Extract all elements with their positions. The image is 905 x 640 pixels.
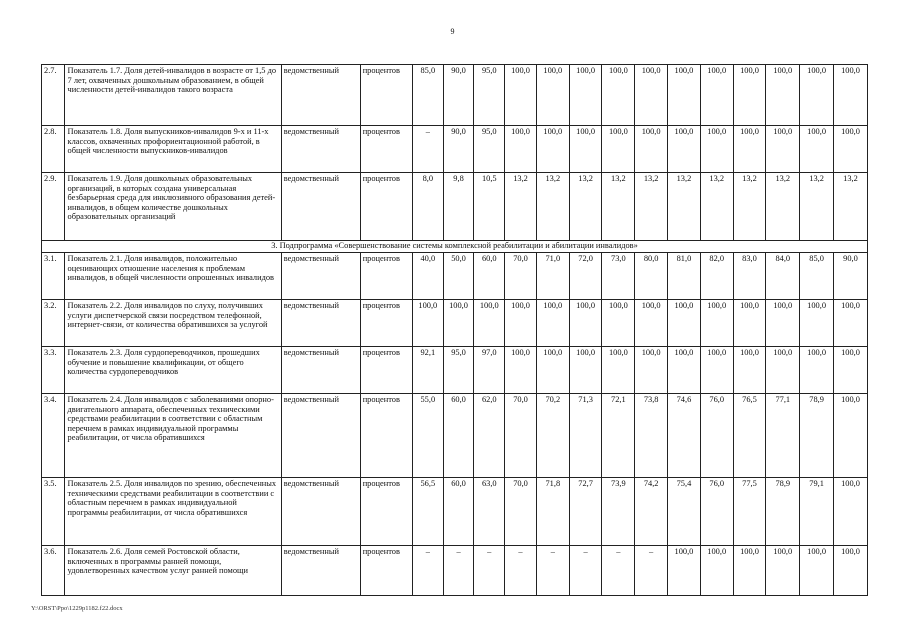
indicator-unit: процентов — [360, 126, 412, 173]
row-number: 2.8. — [42, 126, 65, 173]
value-cell: 73,0 — [602, 253, 635, 300]
value-cell: 60,0 — [443, 394, 474, 478]
indicator-unit: процентов — [360, 546, 412, 596]
value-cell: 13,2 — [602, 173, 635, 241]
section-row — [42, 241, 868, 253]
value-cell: 71,3 — [569, 394, 602, 478]
value-cell: 72,0 — [569, 253, 602, 300]
value-cell: – — [443, 546, 474, 596]
value-cell: 10,5 — [474, 173, 505, 241]
value-cell: 100,0 — [800, 300, 834, 347]
value-cell: 95,0 — [474, 65, 505, 126]
table-row — [42, 478, 868, 546]
table-row — [42, 546, 868, 596]
row-number: 2.9. — [42, 173, 65, 241]
indicators-table — [41, 64, 868, 596]
indicator-name: Показатель 2.4. Доля инвалидов с заболеваниями опорно-двигательного аппарата, обеспеченных техническими средствами реабилитации в соответствии с областным перечнем в рамках индивидуальной программы реабилитации, от числа обратившихся — [64, 394, 281, 478]
value-cell: 78,9 — [800, 394, 834, 478]
value-cell: 70,0 — [505, 478, 537, 546]
value-cell: 81,0 — [668, 253, 701, 300]
value-cell: 8,0 — [412, 173, 443, 241]
value-cell: – — [412, 546, 443, 596]
value-cell: 100,0 — [505, 347, 537, 394]
value-cell: 100,0 — [536, 65, 569, 126]
indicator-type: ведомственный — [281, 253, 360, 300]
indicator-name: Показатель 2.3. Доля сурдопереводчиков, прошедших обучение и повышение квалификации, от общего количества сурдопереводчиков — [64, 347, 281, 394]
value-cell: 100,0 — [800, 347, 834, 394]
value-cell: 100,0 — [412, 300, 443, 347]
row-number: 3.6. — [42, 546, 65, 596]
indicator-unit: процентов — [360, 478, 412, 546]
value-cell: 56,5 — [412, 478, 443, 546]
indicator-name: Показатель 1.9. Доля дошкольных образовательных организаций, в которых создана универсальная безбарьерная среда для инклюзивного образования детей-инвалидов, в общем количестве дошкольных образовательных организаций — [64, 173, 281, 241]
value-cell: 74,2 — [635, 478, 668, 546]
value-cell: 76,0 — [700, 394, 733, 478]
value-cell: 100,0 — [602, 65, 635, 126]
value-cell: 100,0 — [668, 126, 701, 173]
value-cell: 100,0 — [834, 546, 868, 596]
value-cell: 100,0 — [536, 126, 569, 173]
value-cell: 100,0 — [834, 394, 868, 478]
value-cell: 100,0 — [569, 347, 602, 394]
footer-file-path: Y:\ORST\Ppo\1229p1182.f22.docx — [31, 605, 123, 612]
table-row — [42, 347, 868, 394]
value-cell: 70,0 — [505, 394, 537, 478]
value-cell: 100,0 — [635, 347, 668, 394]
value-cell: 100,0 — [700, 126, 733, 173]
value-cell: 100,0 — [766, 126, 800, 173]
table-row — [42, 253, 868, 300]
value-cell: 76,5 — [733, 394, 766, 478]
table-row — [42, 173, 868, 241]
value-cell: 70,0 — [505, 253, 537, 300]
value-cell: 100,0 — [635, 126, 668, 173]
value-cell: – — [412, 126, 443, 173]
table-row — [42, 300, 868, 347]
indicator-unit: процентов — [360, 394, 412, 478]
value-cell: 82,0 — [700, 253, 733, 300]
value-cell: 100,0 — [668, 300, 701, 347]
value-cell: 100,0 — [700, 65, 733, 126]
indicator-type: ведомственный — [281, 300, 360, 347]
value-cell: – — [635, 546, 668, 596]
indicator-type: ведомственный — [281, 65, 360, 126]
value-cell: – — [569, 546, 602, 596]
value-cell: 84,0 — [766, 253, 800, 300]
value-cell: 100,0 — [536, 300, 569, 347]
value-cell: – — [536, 546, 569, 596]
indicator-name: Показатель 2.2. Доля инвалидов по слуху, получивших услуги диспетчерской связи посредством телефонной, интернет-связи, от количества обратившихся за услугой — [64, 300, 281, 347]
indicator-type: ведомственный — [281, 546, 360, 596]
value-cell: 50,0 — [443, 253, 474, 300]
value-cell: 100,0 — [569, 65, 602, 126]
value-cell: 95,0 — [474, 126, 505, 173]
value-cell: 100,0 — [505, 65, 537, 126]
value-cell: 13,2 — [505, 173, 537, 241]
indicator-type: ведомственный — [281, 126, 360, 173]
row-number: 2.7. — [42, 65, 65, 126]
value-cell: – — [602, 546, 635, 596]
indicator-name: Показатель 1.7. Доля детей-инвалидов в возрасте от 1,5 до 7 лет, охваченных дошкольным образованием, в общей численности детей-инвалидов такого возраста — [64, 65, 281, 126]
value-cell: 100,0 — [505, 126, 537, 173]
value-cell: 100,0 — [766, 65, 800, 126]
value-cell: 100,0 — [602, 126, 635, 173]
indicator-unit: процентов — [360, 253, 412, 300]
section-title: 3. Подпрограмма «Совершенствование системы комплексной реабилитации и абилитации инвалидов» — [42, 241, 868, 253]
indicator-unit: процентов — [360, 65, 412, 126]
value-cell: 13,2 — [700, 173, 733, 241]
indicator-type: ведомственный — [281, 478, 360, 546]
value-cell: 60,0 — [443, 478, 474, 546]
value-cell: 100,0 — [602, 300, 635, 347]
value-cell: 100,0 — [668, 347, 701, 394]
row-number: 3.3. — [42, 347, 65, 394]
value-cell: 100,0 — [668, 546, 701, 596]
value-cell: 100,0 — [569, 126, 602, 173]
value-cell: 92,1 — [412, 347, 443, 394]
table-row — [42, 126, 868, 173]
value-cell: 100,0 — [766, 546, 800, 596]
value-cell: 77,5 — [733, 478, 766, 546]
value-cell: 77,1 — [766, 394, 800, 478]
value-cell: 73,9 — [602, 478, 635, 546]
indicator-name: Показатель 2.5. Доля инвалидов по зрению, обеспеченных техническими средствами реабилитации в соответствии с областным перечнем в рамках индивидуальной программы реабилитации, от числа обратившихся — [64, 478, 281, 546]
value-cell: 73,8 — [635, 394, 668, 478]
value-cell: 95,0 — [443, 347, 474, 394]
value-cell: 80,0 — [635, 253, 668, 300]
indicator-name: Показатель 1.8. Доля выпускников-инвалидов 9-х и 11-х классов, охваченных профориентационной работой, в общей численности выпускников-инвалидов — [64, 126, 281, 173]
value-cell: 97,0 — [474, 347, 505, 394]
value-cell: 100,0 — [733, 347, 766, 394]
value-cell: 100,0 — [700, 546, 733, 596]
value-cell: 13,2 — [536, 173, 569, 241]
row-number: 3.5. — [42, 478, 65, 546]
row-number: 3.2. — [42, 300, 65, 347]
value-cell: 100,0 — [536, 347, 569, 394]
table-row — [42, 65, 868, 126]
value-cell: 100,0 — [569, 300, 602, 347]
page-number: 9 — [450, 27, 455, 36]
value-cell: 100,0 — [733, 65, 766, 126]
value-cell: 13,2 — [834, 173, 868, 241]
indicator-unit: процентов — [360, 300, 412, 347]
value-cell: 78,9 — [766, 478, 800, 546]
value-cell: 100,0 — [834, 478, 868, 546]
value-cell: 85,0 — [800, 253, 834, 300]
value-cell: 62,0 — [474, 394, 505, 478]
value-cell: 60,0 — [474, 253, 505, 300]
value-cell: 100,0 — [834, 126, 868, 173]
value-cell: 74,6 — [668, 394, 701, 478]
value-cell: 100,0 — [800, 65, 834, 126]
value-cell: 100,0 — [834, 300, 868, 347]
value-cell: 79,1 — [800, 478, 834, 546]
value-cell: 100,0 — [635, 300, 668, 347]
value-cell: 13,2 — [569, 173, 602, 241]
value-cell: 90,0 — [443, 126, 474, 173]
value-cell: 100,0 — [834, 347, 868, 394]
value-cell: 100,0 — [766, 347, 800, 394]
indicator-name: Показатель 2.6. Доля семей Ростовской области, включенных в программы ранней помощи, удовлетворенных качеством услуг ранней помощи — [64, 546, 281, 596]
value-cell: 55,0 — [412, 394, 443, 478]
value-cell: 100,0 — [443, 300, 474, 347]
value-cell: 40,0 — [412, 253, 443, 300]
indicator-name: Показатель 2.1. Доля инвалидов, положительно оценивающих отношение населения к проблемам инвалидов, в общей численности опрошенных инвалидов — [64, 253, 281, 300]
value-cell: 13,2 — [635, 173, 668, 241]
value-cell: 100,0 — [635, 65, 668, 126]
indicator-type: ведомственный — [281, 394, 360, 478]
value-cell: 9,8 — [443, 173, 474, 241]
value-cell: 100,0 — [733, 546, 766, 596]
value-cell: 70,2 — [536, 394, 569, 478]
value-cell: 100,0 — [733, 126, 766, 173]
value-cell: 100,0 — [700, 347, 733, 394]
value-cell: 100,0 — [668, 65, 701, 126]
value-cell: 100,0 — [800, 126, 834, 173]
value-cell: – — [474, 546, 505, 596]
value-cell: 75,4 — [668, 478, 701, 546]
value-cell: 76,0 — [700, 478, 733, 546]
value-cell: 83,0 — [733, 253, 766, 300]
value-cell: 13,2 — [800, 173, 834, 241]
row-number: 3.4. — [42, 394, 65, 478]
value-cell: 72,7 — [569, 478, 602, 546]
value-cell: 100,0 — [766, 300, 800, 347]
value-cell: 85,0 — [412, 65, 443, 126]
value-cell: 90,0 — [443, 65, 474, 126]
row-number: 3.1. — [42, 253, 65, 300]
value-cell: 13,2 — [668, 173, 701, 241]
value-cell: 90,0 — [834, 253, 868, 300]
value-cell: 100,0 — [700, 300, 733, 347]
value-cell: – — [505, 546, 537, 596]
indicator-unit: процентов — [360, 347, 412, 394]
value-cell: 100,0 — [474, 300, 505, 347]
value-cell: 71,0 — [536, 253, 569, 300]
indicator-unit: процентов — [360, 173, 412, 241]
value-cell: 100,0 — [800, 546, 834, 596]
value-cell: 100,0 — [733, 300, 766, 347]
value-cell: 13,2 — [766, 173, 800, 241]
table-row — [42, 394, 868, 478]
value-cell: 100,0 — [505, 300, 537, 347]
value-cell: 72,1 — [602, 394, 635, 478]
value-cell: 100,0 — [602, 347, 635, 394]
value-cell: 100,0 — [834, 65, 868, 126]
indicator-type: ведомственный — [281, 347, 360, 394]
value-cell: 71,8 — [536, 478, 569, 546]
value-cell: 13,2 — [733, 173, 766, 241]
value-cell: 63,0 — [474, 478, 505, 546]
indicator-type: ведомственный — [281, 173, 360, 241]
